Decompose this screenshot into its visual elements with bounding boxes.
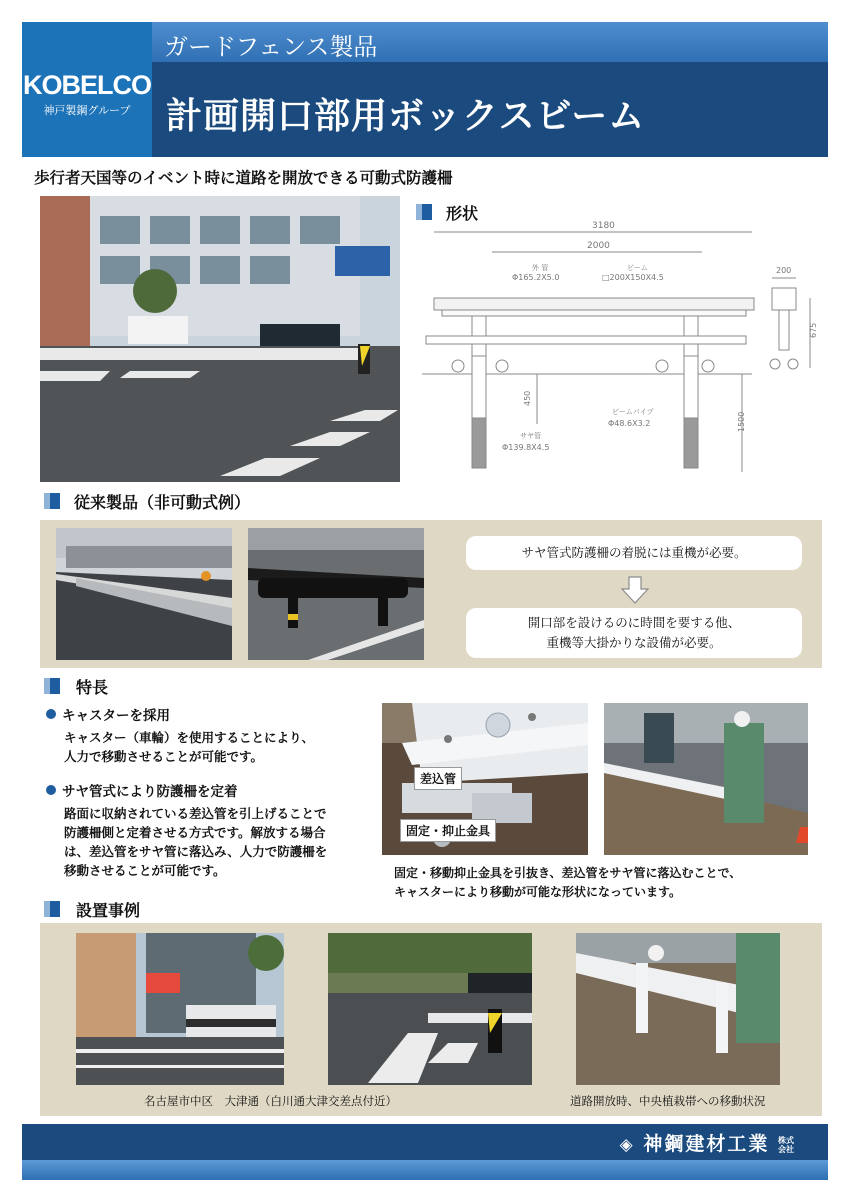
bullet-icon [46,709,56,719]
logo-subtitle: 神戸製鋼グループ [43,104,131,117]
conventional-photo-2 [248,528,424,660]
tagline: 歩行者天国等のイベント時に道路を開放できる可動式防護柵 [34,169,453,187]
feature-1-line1: キャスター（車輪）を使用することにより、 [64,730,315,745]
lock-fitting-tag: 固定・抑止金具 [400,819,496,842]
note-1-text: サヤ管式防護柵の着脱には重機が必要。 [521,545,747,560]
down-arrow-icon [621,576,649,608]
workers-moving-photo [604,703,808,855]
category-bar [152,22,828,62]
footer-accent [22,1160,828,1180]
dim-h450: 450 [523,390,532,406]
photo-caption-line1: 固定・移動抑止金具を引抜き、差込管をサヤ管に落込むことで、 [394,866,742,880]
logo-wordmark: KOBELCO [23,70,151,100]
section-icon [44,901,60,917]
note-2-line1: 開口部を設けるのに時間を要する他、 [527,615,741,630]
label-pipe-outer: 外 管 [532,264,549,272]
footer-bar [22,1124,828,1160]
section-title-shape: 形状 [446,204,479,223]
feature-2-line2: 防護柵側と定着させる方式です。解放する場合 [64,825,326,840]
photo-caption [394,864,741,902]
feature-2-line4: 移動させることが可能です。 [64,863,226,878]
label-beam-pipe: ビームパイプ [612,408,654,416]
example-photo-3 [576,933,780,1085]
dim-side-width: 200 [776,266,792,275]
company-name-text: 神鋼建材工業 [643,1133,770,1155]
feature-2-body [64,804,327,880]
feature-2-line1: 路面に収納されている差込管を引上げることで [64,806,327,821]
section-icon [44,678,60,694]
company-logo-icon: ◈ [619,1135,635,1155]
note-2-line2: 重機等大掛かりな設備が必要。 [546,635,722,650]
street-photo-main [40,196,400,482]
shape-drawing [412,218,824,480]
feature-2-title: サヤ管式により防護柵を定着 [62,784,238,800]
example-caption-2: 道路開放時、中央植栽帯への移動状況 [570,1094,766,1108]
note-box-2 [466,608,802,658]
feature-1-title: キャスターを採用 [62,708,170,724]
label-beam: ビーム [627,264,648,272]
company-suffix: 株式会社 [778,1135,794,1154]
example-photo-1 [76,933,284,1085]
section-title-conventional: 従来製品（非可動式例） [74,493,251,512]
label-beam-spec: □200X150X4.5 [602,273,664,282]
feature-2-line3: は、差込管をサヤ管に落込み、人力で防護柵を [64,844,328,859]
conventional-panel [40,520,822,668]
caster-closeup-photo [382,703,588,855]
category-title: ガードフェンス製品 [164,33,378,61]
feature-1-line2: 人力で移動させることが可能です。 [64,749,264,764]
dim-total: 3180 [592,221,615,231]
title-bar [152,62,828,157]
feature-1-body [64,728,314,766]
bullet-icon [46,785,56,795]
photo-caption-line2: キャスターにより移動が可能な形状になっています。 [394,885,682,899]
page-title: 計画開口部用ボックスビーム [166,96,646,137]
conventional-photo-1 [56,528,232,660]
example-caption-1: 名古屋市中区 大津通（白川通大津交差点付近） [144,1094,397,1108]
label-beam-pipe-spec: Φ48.6X3.2 [608,419,651,428]
section-title-examples: 設置事例 [76,901,141,920]
kobelco-logo [22,22,152,157]
dim-side-height: 675 [809,322,818,338]
example-photo-2 [328,933,532,1085]
dim-span: 2000 [587,241,610,251]
label-sleeve-spec: Φ139.8X4.5 [502,443,550,452]
label-sleeve: サヤ管 [520,432,541,440]
dim-h1500: 1500 [737,411,746,432]
sleeve-insert-tag: 差込管 [414,767,462,790]
note-box-1 [466,536,802,570]
section-icon [44,493,60,509]
label-pipe-outer-spec: Φ165.2X5.0 [512,273,560,282]
company-name [620,1129,800,1156]
section-title-features: 特長 [76,678,109,697]
examples-panel [40,923,822,1116]
